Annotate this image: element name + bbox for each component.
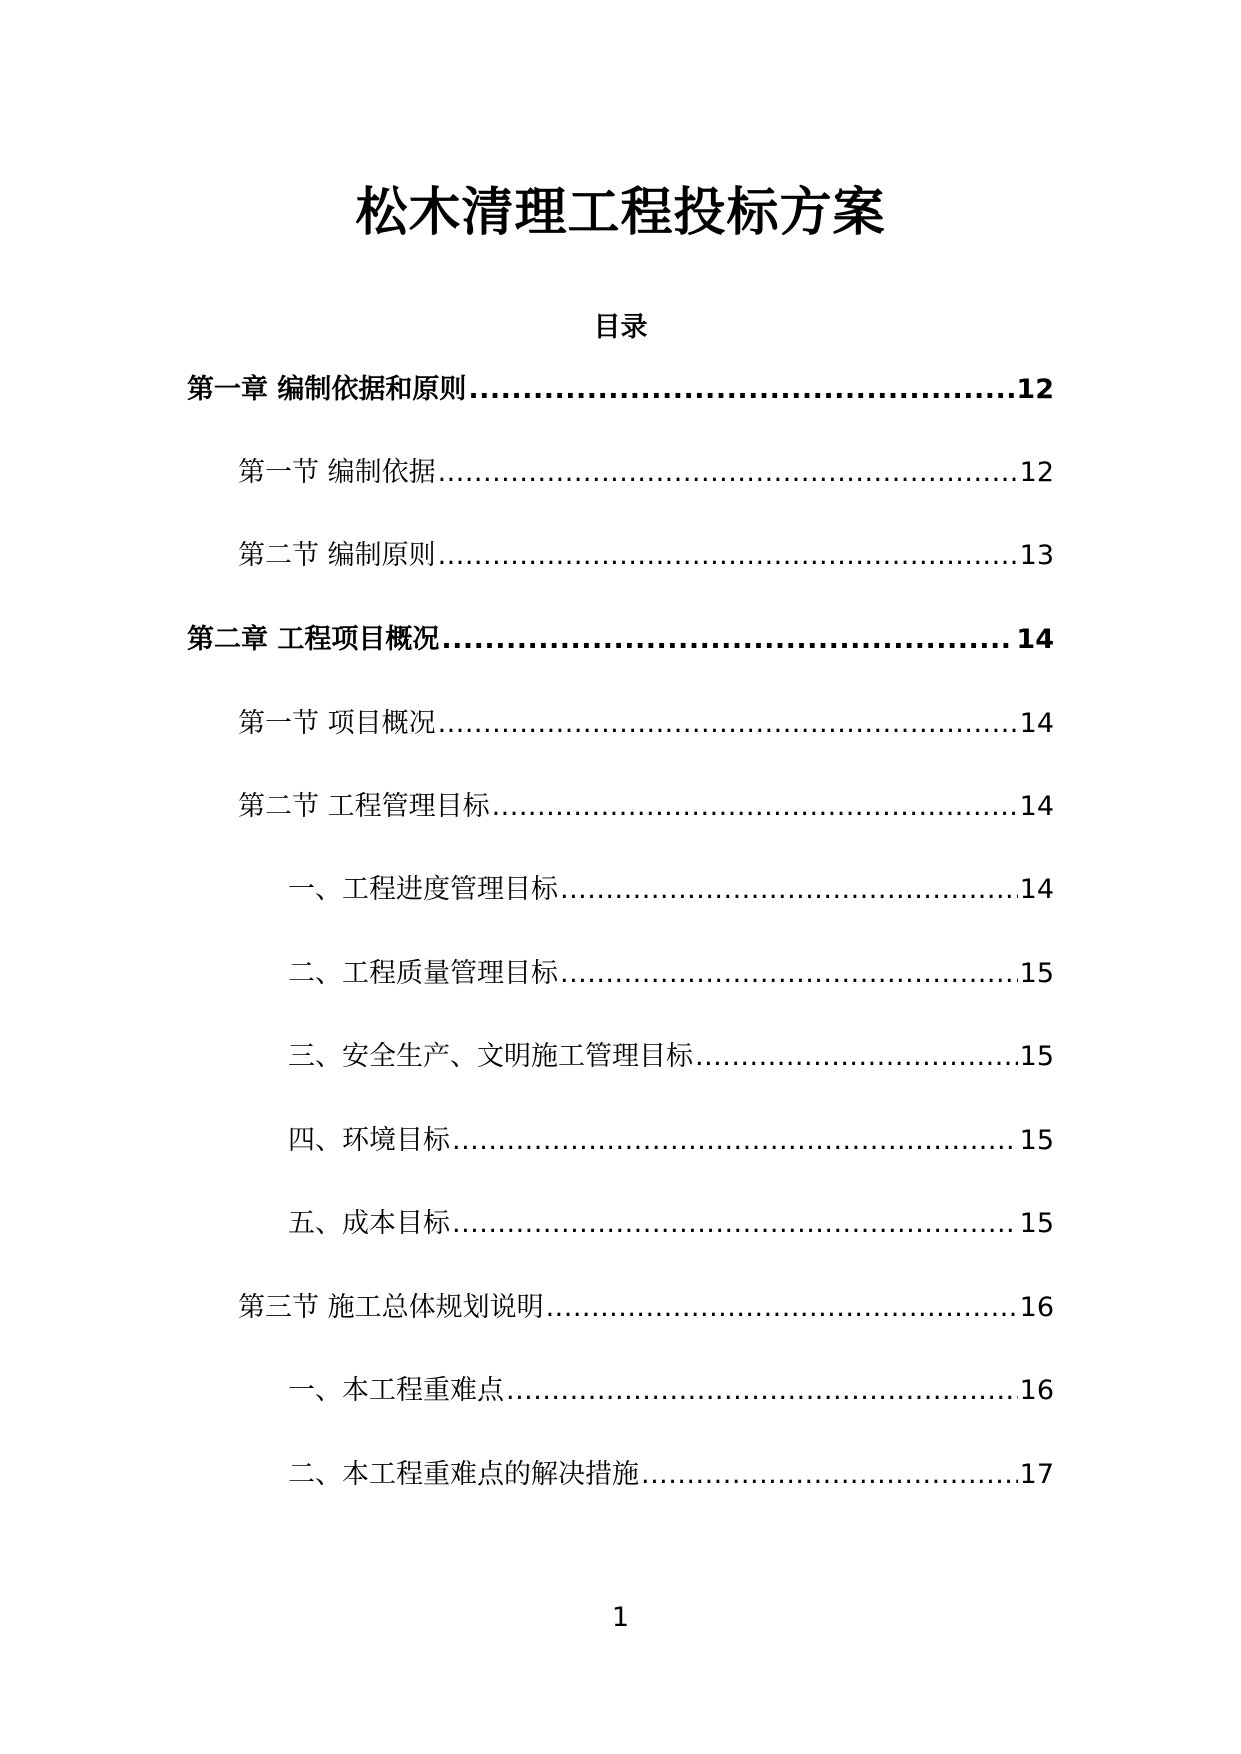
toc-dot-leader [560,954,1018,994]
toc-entry-section[interactable] [238,787,1054,827]
toc-dot-leader [438,536,1018,576]
toc-entry-page: 12 [1016,374,1054,405]
toc-entry-page: 15 [1019,958,1054,989]
toc-entry-subsection[interactable] [288,870,1054,910]
toc-entry-page: 13 [1019,540,1054,571]
toc-entry-subsection[interactable] [288,1371,1054,1411]
toc-entry-label: 第二节 编制原则 [238,540,436,571]
toc-entry-label: 第二节 工程管理目标 [238,791,490,822]
toc-entry-section[interactable] [238,536,1054,576]
toc-entry-page: 17 [1019,1459,1054,1490]
toc-entry-subsection[interactable] [288,1204,1054,1244]
toc-entry-section[interactable] [238,1288,1054,1328]
toc-dot-leader [506,1371,1018,1411]
toc-entry-section[interactable] [238,704,1054,744]
toc-entry-page: 14 [1019,874,1054,905]
toc-entry-subsection[interactable] [288,1121,1054,1161]
toc-entry-label: 第一章 编制依据和原则 [187,374,467,405]
toc-entry-label: 第二章 工程项目概况 [187,624,440,655]
toc-entry-label: 三、安全生产、文明施工管理目标 [288,1041,693,1072]
toc-entry-subsection[interactable] [288,1037,1054,1077]
toc-entry-section[interactable] [238,453,1054,493]
toc-heading: 目录 [593,312,648,343]
toc-entry-label: 二、本工程重难点的解决措施 [288,1459,639,1490]
toc-dot-leader [695,1037,1018,1077]
page-number: 1 [611,1602,630,1633]
toc-entry-page: 15 [1019,1041,1054,1072]
toc-entry-page: 15 [1019,1208,1054,1239]
toc-entry-label: 二、工程质量管理目标 [288,958,558,989]
toc-entry-label: 第三节 施工总体规划说明 [238,1292,544,1323]
toc-entry-subsection[interactable] [288,954,1054,994]
toc-entry-page: 12 [1019,457,1054,488]
toc-entry-chapter-2[interactable] [187,620,1054,660]
toc-entry-page: 14 [1019,708,1054,739]
toc-entry-page: 14 [1016,624,1054,655]
toc-entry-page: 15 [1019,1125,1054,1156]
toc-entry-subsection[interactable] [288,1455,1054,1495]
toc-dot-leader [492,787,1018,827]
document-title: 松木清理工程投标方案 [355,183,886,243]
toc-entry-label: 五、成本目标 [288,1208,450,1239]
toc-entry-label: 一、本工程重难点 [288,1375,504,1406]
toc-dot-leader [438,453,1018,493]
toc-dot-leader [438,704,1018,744]
toc-entry-chapter-1[interactable] [187,370,1054,410]
toc-dot-leader [546,1288,1018,1328]
toc-entry-label: 一、工程进度管理目标 [288,874,558,905]
toc-dot-leader [468,370,1014,410]
toc-entry-page: 16 [1019,1292,1054,1323]
toc-dot-leader [452,1204,1018,1244]
toc-entry-label: 第一节 项目概况 [238,708,436,739]
toc-entry-label: 四、环境目标 [288,1125,450,1156]
toc-entry-page: 14 [1019,791,1054,822]
toc-dot-leader [560,870,1018,910]
toc-dot-leader [641,1455,1018,1495]
toc-entry-page: 16 [1019,1375,1054,1406]
toc-dot-leader [452,1121,1018,1161]
toc-dot-leader [441,620,1014,660]
toc-entry-label: 第一节 编制依据 [238,457,436,488]
